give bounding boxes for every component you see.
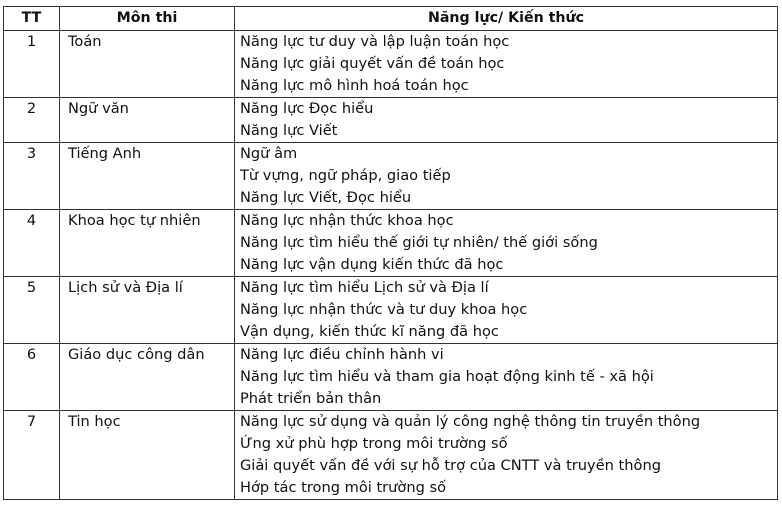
competency-item: Ứng xử phù hợp trong môi trường số <box>240 435 508 452</box>
competency-list <box>235 98 778 143</box>
competency-item: Năng lực Viết, Đọc hiểu <box>240 189 412 206</box>
header-competency: Năng lực/ Kiến thức <box>235 7 778 31</box>
row-number: 5 <box>4 277 60 344</box>
competency-list <box>235 344 778 411</box>
competency-list <box>235 210 778 277</box>
row-number: 3 <box>4 143 60 210</box>
table-header-row <box>4 7 778 31</box>
competency-item: Năng lực mô hình hoá toán học <box>240 77 469 94</box>
row-number: 7 <box>4 411 60 500</box>
header-subject: Môn thi <box>60 7 235 31</box>
competency-item: Năng lực sử dụng và quản lý công nghệ thông tin truyền thông <box>240 413 701 430</box>
competency-list <box>235 277 778 344</box>
competency-item: Năng lực vận dụng kiến thức đã học <box>240 256 504 273</box>
table-row <box>4 31 778 98</box>
competency-list <box>235 31 778 98</box>
exam-competency-table <box>3 6 778 500</box>
table-row <box>4 277 778 344</box>
competency-item: Giải quyết vấn đề với sự hỗ trợ của CNTT và truyền thông <box>240 457 661 474</box>
table-row <box>4 98 778 143</box>
competency-item: Hớp tác trong môi trường số <box>240 479 447 496</box>
competency-item: Năng lực giải quyết vấn đề toán học <box>240 55 505 72</box>
table-row <box>4 411 778 500</box>
subject-name: Khoa học tự nhiên <box>60 210 235 277</box>
table-row <box>4 344 778 411</box>
competency-item: Năng lực điều chỉnh hành vi <box>240 346 444 363</box>
competency-item: Năng lực Viết <box>240 122 338 139</box>
row-number: 1 <box>4 31 60 98</box>
competency-item: Năng lực tìm hiểu và tham gia hoạt động kinh tế - xã hội <box>240 368 654 385</box>
subject-name: Lịch sử và Địa lí <box>60 277 235 344</box>
subject-name: Toán <box>60 31 235 98</box>
table-row <box>4 210 778 277</box>
row-number: 4 <box>4 210 60 277</box>
competency-item: Năng lực nhận thức và tư duy khoa học <box>240 301 528 318</box>
competency-list <box>235 411 778 500</box>
competency-item: Năng lực tìm hiểu Lịch sử và Địa lí <box>240 279 489 296</box>
competency-list <box>235 143 778 210</box>
row-number: 6 <box>4 344 60 411</box>
subject-name: Tin học <box>60 411 235 500</box>
competency-item: Vận dụng, kiến thức kĩ năng đã học <box>240 323 499 340</box>
header-tt: TT <box>4 7 60 31</box>
competency-item: Năng lực tìm hiểu thế giới tự nhiên/ thế giới sống <box>240 234 598 251</box>
competency-item: Ngữ âm <box>240 145 298 162</box>
competency-item: Từ vựng, ngữ pháp, giao tiếp <box>240 167 451 184</box>
row-number: 2 <box>4 98 60 143</box>
subject-name: Giáo dục công dân <box>60 344 235 411</box>
competency-item: Phát triển bản thân <box>240 390 382 407</box>
competency-item: Năng lực tư duy và lập luận toán học <box>240 33 510 50</box>
competency-item: Năng lực nhận thức khoa học <box>240 212 454 229</box>
table-row <box>4 143 778 210</box>
competency-item: Năng lực Đọc hiểu <box>240 100 374 117</box>
subject-name: Tiếng Anh <box>60 143 235 210</box>
subject-name: Ngữ văn <box>60 98 235 143</box>
